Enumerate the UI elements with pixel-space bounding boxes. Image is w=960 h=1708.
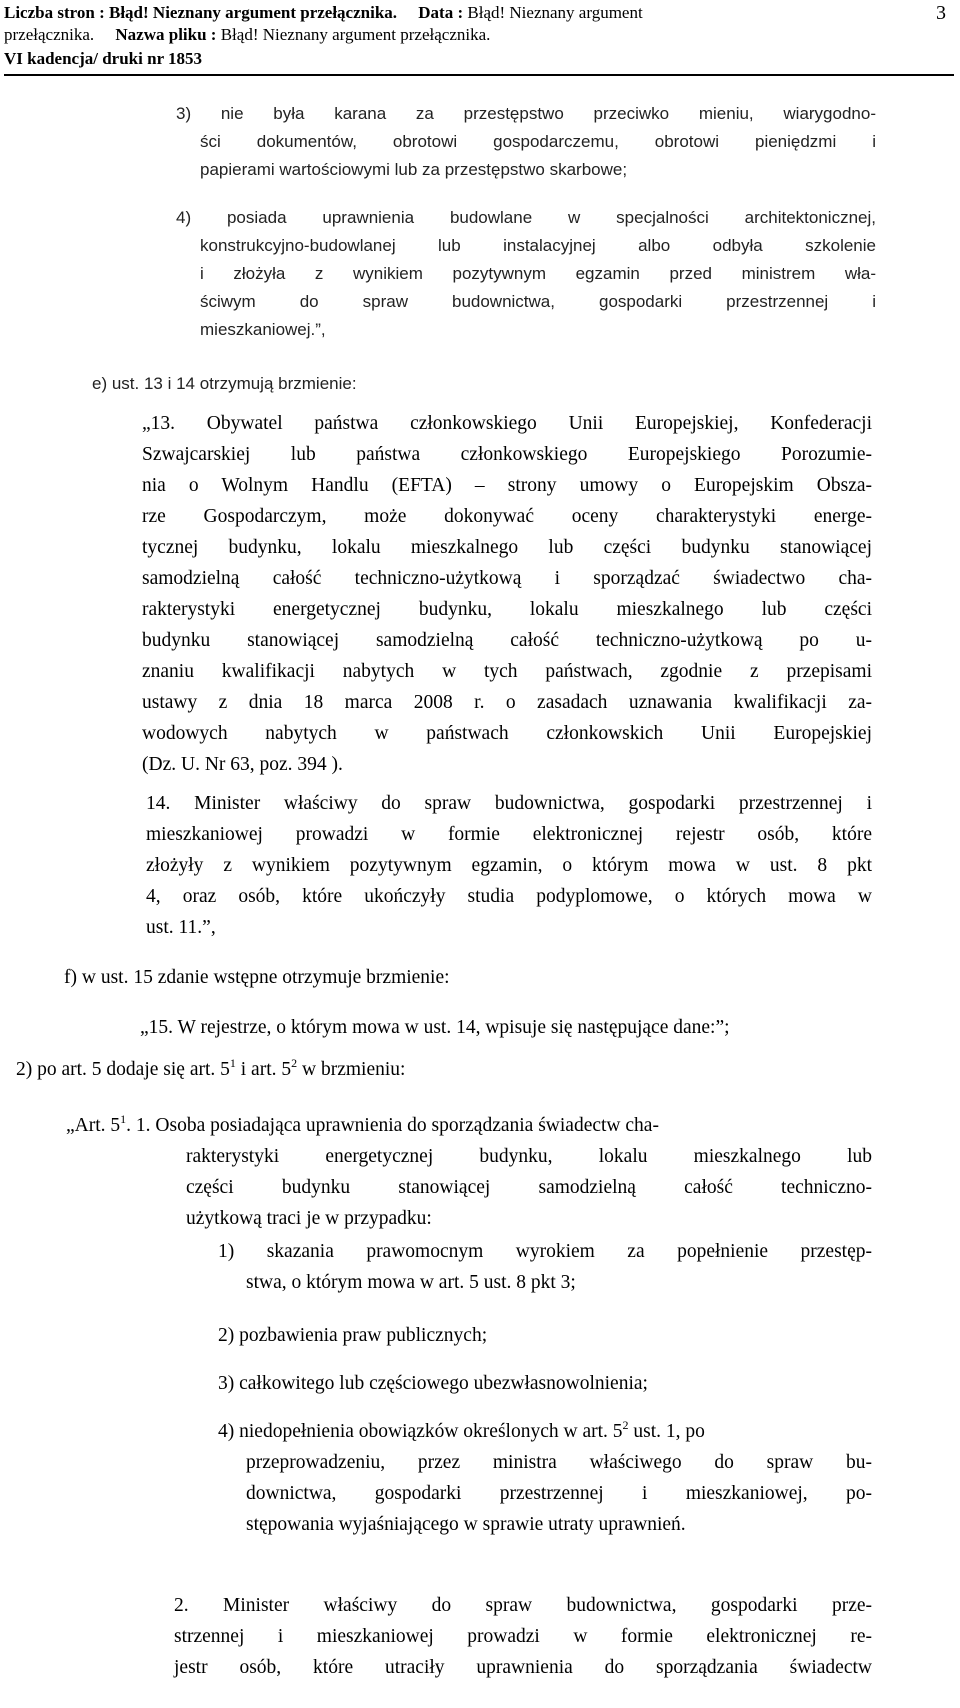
paragraph-13-line: rze Gospodarczym, może dokonywać oceny charakterystyki energe- [142,506,872,527]
paragraph-14 [146,788,872,943]
point-e: e) ust. 13 i 14 otrzymują brzmienie: [92,374,357,393]
sub-item-4-line [218,1416,872,1447]
paragraph-13-line: nia o Wolnym Handlu (EFTA) – strony umowy o Europejskim Obsza- [142,475,872,496]
paragraph-13-line: wodowych nabytych w państwach członkowskich Unii Europejskiej [142,723,872,744]
article-5-1-lead [66,1110,872,1141]
sub-item-2: 2) pozbawienia praw publicznych; [218,1325,488,1346]
item-3-line: ści dokumentów, obrotowi gospodarczemu, obrotowi pieniędzmi i [200,132,876,151]
sub-item-3: 3) całkowitego lub częściowego ubezwłasnowolnienia; [218,1373,648,1394]
header-print-number: VI kadencja/ druki nr 1853 [4,49,203,68]
header-date-label: Data : [418,3,464,22]
paragraph-14-line: ust. 11.”, [146,917,216,938]
point-2 [16,1054,405,1085]
sub-item-1-line: 1) skazania prawomocnym wyrokiem za popełnienie przestęp- [218,1241,872,1262]
paragraph-13-line: tycznej budynku, lokalu mieszkalnego lub części budynku stanowiącej [142,537,872,558]
item-4-line: i złożyła z wynikiem pozytywnym egzamin przed ministrem wła- [200,264,876,283]
paragraph-15: „15. W rejestrze, o którym mowa w ust. 14, wpisuje się następujące dane:”; [140,1017,730,1038]
paragraph-2-line: strzennej i mieszkaniowej prowadzi w formie elektronicznej re- [174,1626,872,1647]
article-5-1-line: rakterystyki energetycznej budynku, lokalu mieszkalnego lub [186,1146,872,1167]
header-divider [4,74,954,76]
page-number: 3 [936,2,946,24]
sub-item-4-text: 4) niedopełnienia obowiązków określonych w art. 5 [218,1421,623,1442]
paragraph-14-line: złożyły z wynikiem pozytywnym egzamin, o którym mowa w ust. 8 pkt [146,855,872,876]
header-date-value: Błąd! Nieznany argument [467,3,643,22]
item-4 [176,204,876,344]
item-4-line: konstrukcyjno-budowlanej lub instalacyjnej albo odbyła szkolenie [200,236,876,255]
sub-item-4-line: przeprowadzeniu, przez ministra właściwego do spraw bu- [246,1452,872,1473]
item-4-line: 4) posiada uprawnienia budowlane w specjalności architektonicznej, [176,208,876,227]
paragraph-14-line: mieszkaniowej prowadzi w formie elektronicznej rejestr osób, które [146,824,872,845]
paragraph-13-line: ustawy z dnia 18 marca 2008 r. o zasadach uznawania kwalifikacji za- [142,692,872,713]
paragraph-2-line: jestr osób, które utraciły uprawnienia do sporządzania świadectw [174,1657,872,1678]
article-5-1-text: . 1. Osoba posiadająca uprawnienia do sporządzania świadectw cha- [126,1115,659,1136]
paragraph-13-line: Szwajcarskiej lub państwa członkowskiego Europejskiego Porozumie- [142,444,872,465]
paragraph-13-line: budynku stanowiącej samodzielną całość techniczno-użytkową po u- [142,630,872,651]
header-count-label: Liczba stron : Błąd! Nieznany argument przełącznika. [4,3,398,22]
point-2-text: 2) po art. 5 dodaje się art. 5 [16,1059,230,1080]
article-5-1-paragraph-2 [174,1590,872,1683]
item-3 [176,100,876,184]
superscript: 2 [622,1418,629,1432]
article-5-1-text: „Art. 5 [66,1115,121,1136]
point-2-text: i art. 5 [235,1059,292,1080]
header-filename-value: Błąd! Nieznany argument przełącznika. [220,25,491,44]
paragraph-14-line: 4, oraz osób, które ukończyły studia podyplomowe, o których mowa w [146,886,872,907]
paragraph-13-line: samodzielną całość techniczno-użytkową i sporządzać świadectwo cha- [142,568,872,589]
header-line-2 [4,24,490,46]
header-filename-label: Nazwa pliku : [115,25,217,44]
point-2-text: w brzmieniu: [297,1059,406,1080]
item-3-line: 3) nie była karana za przestępstwo przeciwko mieniu, wiarygodno- [176,104,876,123]
sub-item-4-line: downictwa, gospodarki przestrzennej i mieszkaniowej, po- [246,1483,872,1504]
superscript: 1 [229,1056,236,1070]
superscript: 1 [120,1112,127,1126]
sub-item-1 [218,1236,872,1298]
paragraph-13-line: rakterystyki energetycznej budynku, lokalu mieszkalnego lub części [142,599,872,620]
item-3-line: papierami wartościowymi lub za przestępstwo skarbowe; [200,160,628,179]
paragraph-13 [142,408,872,780]
paragraph-14-line: 14. Minister właściwy do spraw budownictwa, gospodarki przestrzennej i [146,793,872,814]
sub-item-4-line: stępowania wyjaśniającego w sprawie utraty uprawnień. [246,1514,686,1535]
header-date-value-cont: przełącznika. [4,25,95,44]
sub-item-4-text: ust. 1, po [628,1421,705,1442]
paragraph-2-line: 2. Minister właściwy do spraw budownictwa, gospodarki prze- [174,1595,872,1616]
sub-item-1-line: stwa, o którym mowa w art. 5 ust. 8 pkt 3; [246,1272,576,1293]
point-f: f) w ust. 15 zdanie wstępne otrzymuje brzmienie: [64,967,450,988]
item-4-line: mieszkaniowej.”, [200,320,326,339]
paragraph-13-line: (Dz. U. Nr 63, poz. 394 ). [142,754,343,775]
article-5-1-line: części budynku stanowiącej samodzielną całość techniczno- [186,1177,872,1198]
article-5-1-line: użytkową traci je w przypadku: [186,1208,432,1229]
header-line-1 [4,2,643,24]
article-5-1 [186,1141,872,1234]
paragraph-13-line: znaniu kwalifikacji nabytych w tych państwach, zgodnie z przepisami [142,661,872,682]
sub-item-4 [218,1416,872,1540]
item-4-line: ściwym do spraw budownictwa, gospodarki przestrzennej i [200,292,876,311]
superscript: 2 [291,1056,298,1070]
paragraph-13-line: „13. Obywatel państwa członkowskiego Unii Europejskiej, Konfederacji [142,413,872,434]
